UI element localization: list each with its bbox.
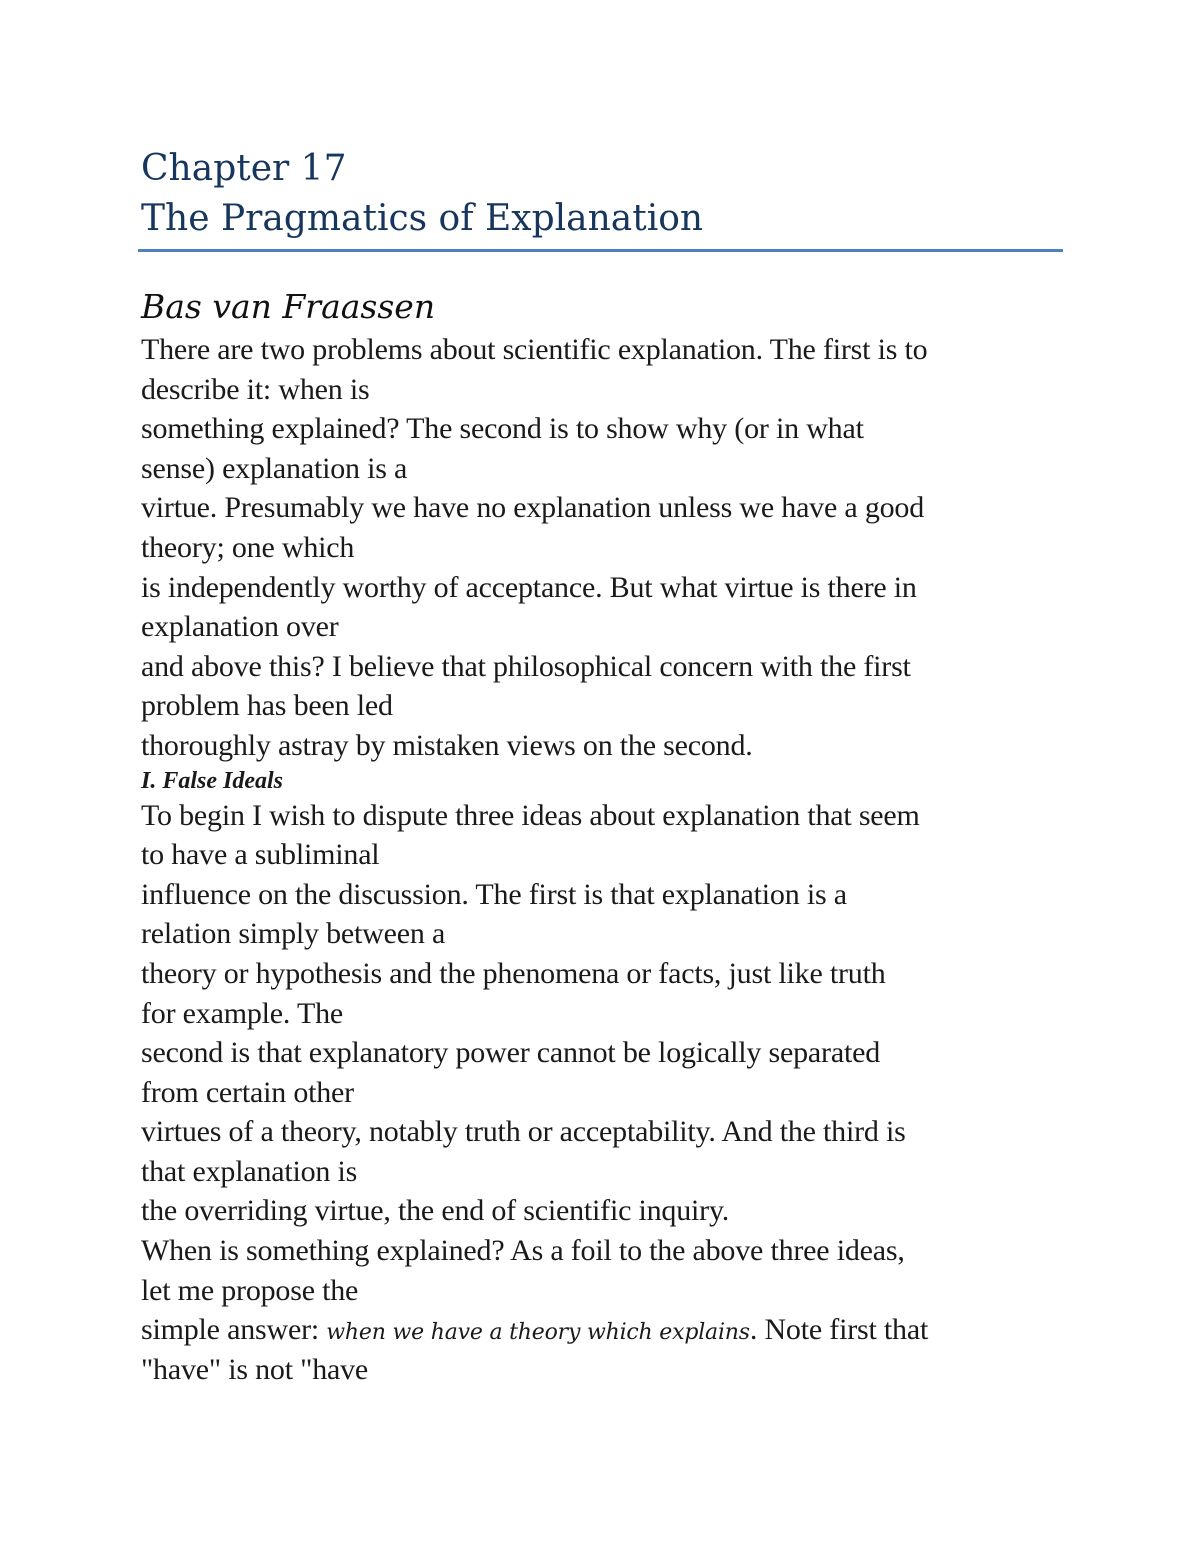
paragraph-intro — [141, 330, 1066, 766]
text-line: theory; one which — [141, 530, 355, 564]
text-line: influence on the discussion. The first is that explanation is a — [141, 877, 847, 911]
section-heading: I. False Ideals — [141, 767, 284, 794]
text-line: explanation over — [141, 610, 339, 644]
text-line: To begin I wish to dispute three ideas about explanation that seem — [141, 798, 920, 832]
text-line: something explained? The second is to show why (or in what — [141, 412, 864, 446]
chapter-title — [141, 144, 1063, 244]
chapter-name: The Pragmatics of Explanation — [141, 198, 704, 239]
paragraph-false-ideals — [141, 796, 1066, 1232]
text-line: virtues of a theory, notably truth or acceptability. And the third is — [141, 1115, 906, 1149]
text-line: that explanation is — [141, 1154, 358, 1188]
text-line: from certain other — [141, 1075, 354, 1109]
body-text — [141, 284, 1066, 1389]
text-line: virtue. Presumably we have no explanation unless we have a good — [141, 491, 925, 525]
title-underline-rule — [138, 249, 1063, 252]
text-line: relation simply between a — [141, 917, 446, 951]
text-line: for example. The — [141, 996, 343, 1030]
text-span: . Note first that — [749, 1313, 929, 1347]
emphasized-phrase: when we have a theory which explains — [326, 1320, 750, 1346]
text-line: and above this? I believe that philosophical concern with the first — [141, 649, 911, 683]
text-line: theory or hypothesis and the phenomena or facts, just like truth — [141, 956, 886, 990]
text-line: let me propose the — [141, 1273, 359, 1307]
text-line: sense) explanation is a — [141, 451, 408, 485]
author-name: Bas van Fraassen — [141, 287, 436, 326]
text-line: When is something explained? As a foil to the above three ideas, — [141, 1234, 905, 1268]
text-line: to have a subliminal — [141, 838, 380, 872]
text-line: describe it: when is — [141, 372, 370, 406]
text-line: is independently worthy of acceptance. But what virtue is there in — [141, 570, 917, 604]
text-line: second is that explanatory power cannot be logically separated — [141, 1036, 880, 1070]
text-line: There are two problems about scientific explanation. The first is to — [141, 333, 928, 366]
text-line: problem has been led — [141, 689, 393, 723]
text-line: thoroughly astray by mistaken views on the second. — [141, 728, 753, 762]
text-line: "have" is not "have — [141, 1352, 369, 1386]
text-line-with-emphasis — [141, 1310, 1066, 1350]
text-line: the overriding virtue, the end of scientific inquiry. — [141, 1194, 730, 1228]
chapter-number: Chapter 17 — [141, 148, 347, 189]
paragraph-simple-answer — [141, 1231, 1066, 1389]
text-span: simple answer: — [141, 1313, 327, 1347]
